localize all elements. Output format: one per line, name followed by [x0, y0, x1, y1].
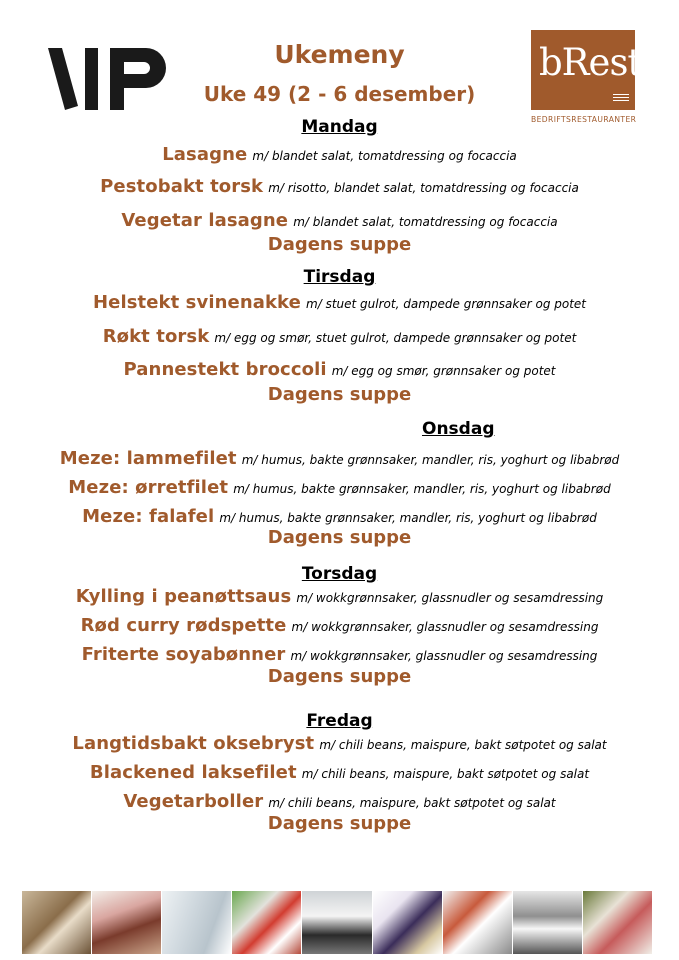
day-heading-mandag: Mandag [301, 117, 378, 137]
dish-description: m/ humus, bakte grønnsaker, mandler, ris, yoghurt og libabrød [219, 511, 597, 525]
dish-name: Røkt torsk [102, 326, 210, 347]
dish-item [0, 212, 679, 230]
soup-item: Dagens suppe [267, 666, 412, 687]
page-title: Ukemeny [274, 40, 405, 69]
dish-name: Meze: ørretfilet [68, 477, 229, 498]
dish-name: Kylling i peanøttsaus [75, 586, 292, 607]
food-photo-salad [232, 891, 302, 954]
dish-name: Vegetarboller [123, 791, 264, 812]
dish-name: Helstekt svinenakke [92, 292, 301, 313]
dish-item [0, 328, 679, 346]
dish-description: m/ egg og smør, grønnsaker og potet [331, 364, 556, 378]
soup-item: Dagens suppe [267, 527, 412, 548]
day-heading-torsdag: Torsdag [301, 564, 378, 584]
soup-item: Dagens suppe [267, 813, 412, 834]
dish-name: Blackened laksefilet [89, 762, 297, 783]
food-photo-dessert [373, 891, 443, 954]
day-heading-onsdag: Onsdag [422, 419, 495, 439]
food-photo-chef [443, 891, 513, 954]
dish-description: m/ chili beans, maispure, bakt søtpotet og salat [301, 767, 590, 781]
food-photo-glasses [302, 891, 372, 954]
brest-logo-text: bRest [539, 41, 642, 84]
dish-name: Pannestekt broccoli [123, 359, 327, 380]
dish-description: m/ chili beans, maispure, bakt søtpotet og salat [319, 738, 607, 752]
dish-description: m/ humus, bakte grønnsaker, mandler, ris, yoghurt og libabrød [233, 482, 611, 496]
dish-name: Friterte soyabønner [81, 644, 286, 665]
food-photo-cupcakes [92, 891, 162, 954]
dish-name: Langtidsbakt oksebryst [72, 733, 315, 754]
dish-name: Pestobakt torsk [100, 176, 264, 197]
food-photo-bread [22, 891, 92, 954]
soup-item: Dagens suppe [267, 234, 412, 255]
food-photo-strip [22, 891, 652, 954]
brest-logo-subtext: BEDRIFTSRESTAURANTER [531, 115, 637, 124]
dish-item [0, 508, 679, 526]
day-heading-tirsdag: Tirsdag [303, 267, 376, 287]
dish-item [0, 735, 679, 753]
dish-description: m/ chili beans, maispure, bakt søtpotet og salat [268, 796, 556, 810]
dish-name: Meze: falafel [82, 506, 215, 527]
dish-item [0, 588, 679, 606]
day-heading-fredag: Fredag [306, 711, 373, 731]
dish-name: Meze: lammefilet [59, 448, 237, 469]
dish-item [0, 146, 679, 164]
dish-description: m/ risotto, blandet salat, tomatdressing og focaccia [268, 181, 579, 195]
soup-item: Dagens suppe [267, 384, 412, 405]
food-photo-tapas [583, 891, 652, 954]
dish-name: Vegetar lasagne [121, 210, 289, 231]
food-photo-cutlery [513, 891, 583, 954]
dish-item [0, 361, 679, 379]
dish-name: Lasagne [162, 144, 248, 165]
dish-description: m/ wokkgrønnsaker, glassnudler og sesamdressing [296, 591, 604, 605]
dish-name: Rød curry rødspette [80, 615, 287, 636]
dish-description: m/ blandet salat, tomatdressing og focaccia [252, 149, 517, 163]
dish-description: m/ wokkgrønnsaker, glassnudler og sesamdressing [290, 649, 598, 663]
food-photo-cup [162, 891, 232, 954]
dish-item [0, 793, 679, 811]
dish-item [0, 764, 679, 782]
dish-description: m/ egg og smør, stuet gulrot, dampede grønnsaker og potet [214, 331, 577, 345]
dish-item [0, 646, 679, 664]
dish-item [0, 617, 679, 635]
dish-item [0, 294, 679, 312]
week-subtitle: Uke 49 (2 - 6 desember) [203, 82, 476, 106]
dish-description: m/ humus, bakte grønnsaker, mandler, ris, yoghurt og libabrød [241, 453, 620, 467]
dish-description: m/ stuet gulrot, dampede grønnsaker og potet [306, 297, 587, 311]
dish-item [0, 479, 679, 497]
dish-description: m/ blandet salat, tomatdressing og focaccia [293, 215, 558, 229]
dish-item [0, 450, 679, 468]
dish-item [0, 178, 679, 196]
dish-description: m/ wokkgrønnsaker, glassnudler og sesamdressing [291, 620, 599, 634]
